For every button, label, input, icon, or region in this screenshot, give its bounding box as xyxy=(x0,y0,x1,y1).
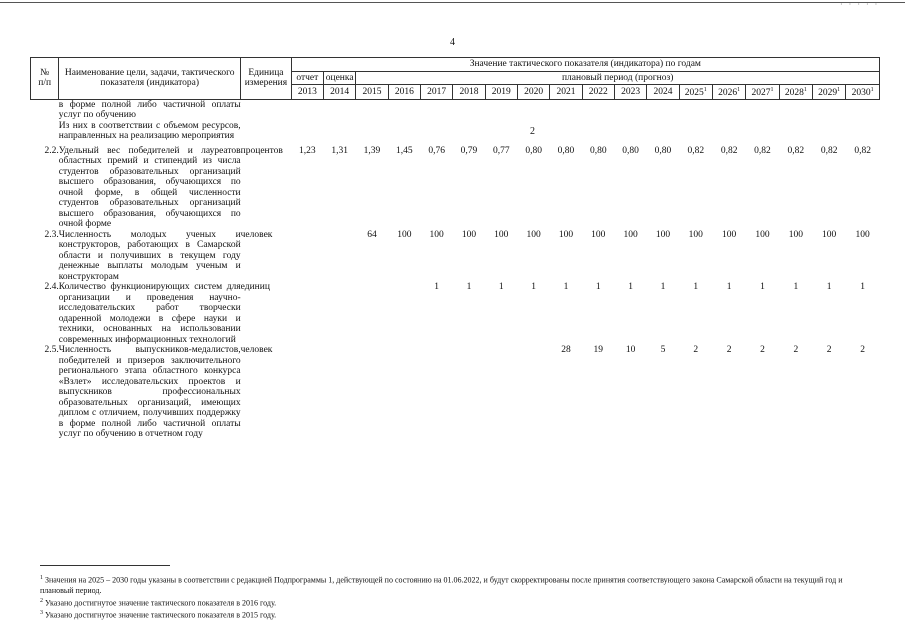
header-year-2028: 2028$^1$ xyxy=(779,85,812,100)
value-cell: 100 xyxy=(722,229,737,240)
row-number: 2.5. xyxy=(44,345,59,356)
header-year-2013: 2013 xyxy=(291,85,323,100)
value-cell: 1 xyxy=(793,282,799,293)
value-cell xyxy=(356,345,388,440)
value-cell: 1 xyxy=(434,282,440,293)
value-cell xyxy=(388,345,420,440)
value-cell: 1 xyxy=(466,282,472,293)
value-cell xyxy=(291,282,323,345)
value-cell: 0,76 xyxy=(428,145,445,156)
footnote-1: $^1$ Значения на 2025 – 2030 годы указаны в соответствии с редакцией Подпрограммы 1, действующей по состоянию на 01.06.2022, и будут скорректированы после принятия соответствующего закона Самарской области на текущий год и плановый период. xyxy=(40,575,843,595)
year-footnote-mark: 1 xyxy=(703,87,707,93)
value-cell: 28 xyxy=(561,345,571,356)
unit-cell: человек xyxy=(240,345,273,356)
header-year-2020: 2020 xyxy=(517,85,549,100)
continuation-text: в форме полной либо частичной оплаты услуг по обучению Из них в соответствии с объемом ресурсов, направленных на реализацию мероприятия xyxy=(58,99,241,142)
value-cell: 0,80 xyxy=(557,145,575,156)
value-cell xyxy=(420,345,452,440)
value-cell: 100 xyxy=(558,229,574,240)
value-cell xyxy=(324,345,356,440)
value-cell: 100 xyxy=(755,229,770,240)
indicator-name: Удельный вес победителей и лауреатов областных премий и стипендий из числа студентов образовательных организаций высшего образования, обучающихся по очной форме, в общей численности студентов образовательных организаций высшего образования, обучающихся по очной форме xyxy=(58,145,241,230)
value-cell: 100 xyxy=(591,229,606,240)
value-cell: 0,82 xyxy=(720,145,738,156)
value-cell: 64 xyxy=(367,229,377,240)
value-cell xyxy=(485,345,517,440)
value-cell: 100 xyxy=(461,229,477,240)
value-cell xyxy=(356,282,388,345)
value-cell: 0,80 xyxy=(525,145,542,156)
footnotes xyxy=(40,573,870,621)
header-name: Наименование цели, задачи, тактического показателя (индикатора) xyxy=(59,58,241,100)
header-year-2017: 2017 xyxy=(420,85,452,100)
value-cell: 1 xyxy=(498,282,504,293)
table-row xyxy=(31,282,880,345)
top-rule xyxy=(0,2,905,3)
value-cell: 1,23 xyxy=(299,145,316,156)
year-footnote-mark: 1 xyxy=(870,87,874,93)
value-cell xyxy=(324,230,356,283)
value-cell: 1 xyxy=(693,282,699,293)
value-cell: 100 xyxy=(429,229,444,240)
value-cell: 1 xyxy=(826,282,832,293)
value-cell: 1 xyxy=(660,282,666,293)
header-report: отчет xyxy=(291,72,323,85)
value-cell xyxy=(453,345,485,440)
header-values: Значение тактического показателя (индикатора) по годам xyxy=(291,58,879,72)
value-cell: 2 xyxy=(793,345,799,356)
value-cell xyxy=(324,282,356,345)
value-cell: 10 xyxy=(625,345,636,356)
value-cell: 1 xyxy=(760,282,765,293)
header-num: № п/п xyxy=(31,58,59,100)
value-cell xyxy=(291,345,323,440)
scan-artifact-dots: · · · · · xyxy=(840,0,880,9)
value-cell: 0,82 xyxy=(787,145,805,156)
continuation-value: 2 xyxy=(530,126,535,137)
value-cell: 100 xyxy=(526,229,541,240)
value-cell: 100 xyxy=(494,229,509,240)
header-unit: Единица измерения xyxy=(241,58,292,100)
indicator-name: Численность молодых ученых и конструкторов, работающих в Самарской области и получивших в текущем году денежные выплаты молодым ученым и конструкторам xyxy=(58,229,241,282)
value-cell: 1 xyxy=(531,282,536,293)
value-cell: 2 xyxy=(693,345,699,356)
header-year-2029: 2029$^1$ xyxy=(812,85,845,100)
header-year-2021: 2021 xyxy=(550,85,582,100)
header-year-2016: 2016 xyxy=(388,85,420,100)
header-year-2026: 2026$^1$ xyxy=(712,85,745,100)
value-cell: 1,45 xyxy=(396,145,413,156)
footnote-3: $^3$ Указано достигнутое значение тактического показателя в 2015 году. xyxy=(40,610,277,620)
row-number: 2.4. xyxy=(44,282,59,293)
header-year-2015: 2015 xyxy=(356,85,388,100)
value-cell: 1 xyxy=(860,282,866,293)
row-number: 2.3. xyxy=(44,229,59,240)
value-cell: 100 xyxy=(822,229,837,240)
value-cell: 1,39 xyxy=(363,145,381,156)
value-cell: 2 xyxy=(826,345,832,356)
value-cell: 100 xyxy=(855,229,870,240)
indicator-name: Количество функционирующих систем для организации и проведения научно-исследовательских работ творчески одаренной молодежи в сфере науки и техники, основанных на использовании современных информационных технологий xyxy=(58,282,241,345)
year-footnote-mark: 1 xyxy=(803,87,807,93)
page-number: 4 xyxy=(450,37,455,48)
year-footnote-mark: 1 xyxy=(837,87,841,93)
header-estimate: оценка xyxy=(324,72,356,85)
value-cell: 1 xyxy=(563,282,569,293)
value-cell xyxy=(291,230,323,283)
header-year-2014: 2014 xyxy=(324,85,356,100)
table-row xyxy=(31,146,880,230)
value-cell: 0,80 xyxy=(654,145,672,156)
value-cell xyxy=(388,282,420,345)
value-cell: 2 xyxy=(760,345,765,356)
header-year-2024: 2024 xyxy=(647,85,679,100)
value-cell: 0,77 xyxy=(492,145,510,156)
value-cell: 19 xyxy=(593,345,604,356)
value-cell: 100 xyxy=(655,229,671,240)
header-year-2022: 2022 xyxy=(582,85,614,100)
indicator-name: Численность выпускников-медалистов, победителей и призеров заключительного регионального этапа областного конкурса «Взлет» исследовательских проектов и выпускников профессиональных образовательных организаций, имеющих диплом с отличием, получивших поддержку в форме полной либо частичной оплаты услуг по обучению в отчетном году xyxy=(58,345,241,440)
value-cell: 100 xyxy=(788,229,803,240)
value-cell: 0,82 xyxy=(820,145,838,156)
value-cell: 100 xyxy=(623,229,638,240)
unit-cell: процентов xyxy=(240,145,283,156)
value-cell: 0,80 xyxy=(622,145,639,156)
table-row xyxy=(31,230,880,283)
value-cell: 0,80 xyxy=(589,145,607,156)
year-footnote-mark: 1 xyxy=(770,87,774,93)
value-cell: 0,79 xyxy=(460,145,478,156)
value-cell: 100 xyxy=(688,229,703,240)
footnote-2: $^2$ Указано достигнутое значение тактического показателя в 2016 году. xyxy=(40,597,277,608)
indicator-table xyxy=(30,57,880,440)
value-cell: 1 xyxy=(595,282,601,293)
header-year-2025: 2025$^1$ xyxy=(679,85,712,100)
value-cell: 0,82 xyxy=(854,145,871,156)
value-cell: 1 xyxy=(726,282,732,293)
unit-cell: единиц xyxy=(240,282,270,293)
year-footnote-mark: 1 xyxy=(737,87,741,93)
value-cell: 0,82 xyxy=(754,145,771,156)
continuation-row xyxy=(31,99,880,146)
value-cell xyxy=(517,345,549,440)
value-cell: 0,82 xyxy=(687,145,705,156)
header-year-2019: 2019 xyxy=(485,85,517,100)
header-year-2027: 2027$^1$ xyxy=(746,85,779,100)
value-cell: 2 xyxy=(860,345,866,356)
value-cell: 1 xyxy=(628,282,633,293)
header-year-2030: 2030$^1$ xyxy=(846,85,880,100)
header-planned: плановый период (прогноз) xyxy=(356,72,880,85)
value-cell: 5 xyxy=(660,345,666,356)
table-row xyxy=(31,345,880,440)
value-cell: 2 xyxy=(726,345,732,356)
value-cell: 1,31 xyxy=(331,145,348,156)
unit-cell: человек xyxy=(240,229,273,240)
value-cell: 100 xyxy=(397,229,412,240)
row-number: 2.2. xyxy=(44,145,59,156)
header-year-2018: 2018 xyxy=(453,85,485,100)
footnote-rule xyxy=(40,565,170,566)
header-year-2023: 2023 xyxy=(614,85,646,100)
